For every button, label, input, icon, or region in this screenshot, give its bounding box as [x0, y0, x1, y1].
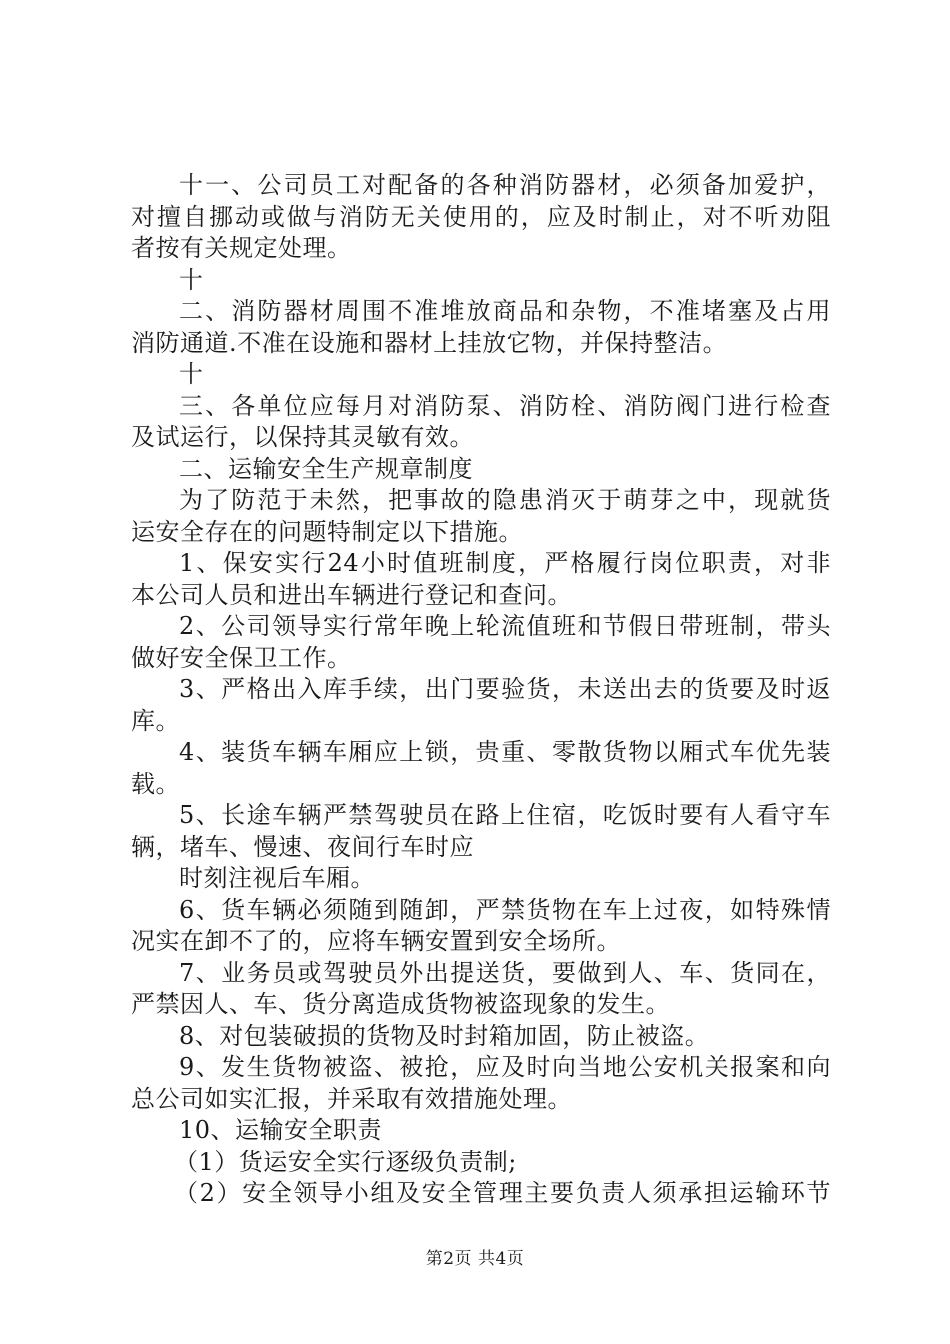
page-footer: 第2页 共4页: [425, 1249, 525, 1269]
text-line: 3、严格出入库手续，出门要验货，未送出去的货要及时返: [179, 675, 831, 703]
text-line: 时刻注视后车厢。: [179, 864, 375, 892]
text-line: 及试运行，以保持其灵敏有效。: [131, 423, 474, 451]
text-line: 十一、公司员工对配备的各种消防器材，必须备加爱护，: [179, 171, 831, 199]
text-line: 8、对包装破损的货物及时封箱加固，防止被盗。: [179, 1021, 710, 1050]
text-line: 况实在卸不了的，应将车辆安置到安全场所。: [131, 927, 621, 955]
text-line: （2）安全领导小组及安全管理主要负责人须承担运输环节: [174, 1179, 831, 1207]
text-line: 9、发生货物被盗、被抢，应及时向当地公安机关报案和向: [179, 1053, 831, 1081]
text-line: 三、各单位应每月对消防泵、消防栓、消防阀门进行检查: [179, 391, 831, 420]
text-line: 严禁因人、车、货分离造成货物被盗现象的发生。: [131, 990, 670, 1018]
text-line: （1）货运安全实行逐级负责制;: [174, 1147, 517, 1176]
document-body: [131, 170, 831, 1210]
text-line: 库。: [131, 706, 180, 735]
text-line: 消防通道.不准在设施和器材上挂放它物，并保持整洁。: [131, 328, 728, 357]
text-line: 辆，堵车、慢速、夜间行车时应: [131, 832, 474, 861]
text-line: 为了防范于未然，把事故的隐患消灭于萌芽之中，现就货: [179, 486, 831, 514]
text-line: 10、运输安全职责: [179, 1116, 383, 1144]
text-line: 1、保安实行24小时值班制度，严格履行岗位职责，对非: [179, 549, 831, 577]
text-line: 总公司如实汇报，并采取有效措施处理。: [131, 1084, 572, 1113]
text-line: 5、长途车辆严禁驾驶员在路上住宿，吃饭时要有人看守车: [179, 801, 831, 829]
text-line: 载。: [131, 769, 180, 798]
text-line: 运安全存在的问题特制定以下措施。: [131, 517, 523, 546]
text-line: 本公司人员和进出车辆进行登记和查问。: [131, 580, 572, 609]
text-line: 6、货车辆必须随到随卸，严禁货物在车上过夜，如特殊情: [179, 895, 831, 924]
text-line: 4、装货车辆车厢应上锁，贵重、零散货物以厢式车优先装: [179, 738, 831, 766]
text-line: 者按有关规定处理。: [131, 234, 352, 262]
text-line: 7、业务员或驾驶员外出提送货，要做到人、车、货同在，: [179, 958, 831, 987]
text-line: 2、公司领导实行常年晚上轮流值班和节假日带班制，带头: [179, 612, 831, 640]
text-line: 对擅自挪动或做与消防无关使用的，应及时制止，对不听劝阻: [131, 202, 831, 231]
text-line: 二、消防器材周围不准堆放商品和杂物，不准堵塞及占用: [179, 297, 831, 325]
text-line: 二、运输安全生产规章制度: [179, 454, 473, 483]
text-line: 十: [179, 265, 204, 294]
text-line: 做好安全保卫工作。: [131, 643, 352, 672]
text-line: 十: [179, 360, 204, 388]
